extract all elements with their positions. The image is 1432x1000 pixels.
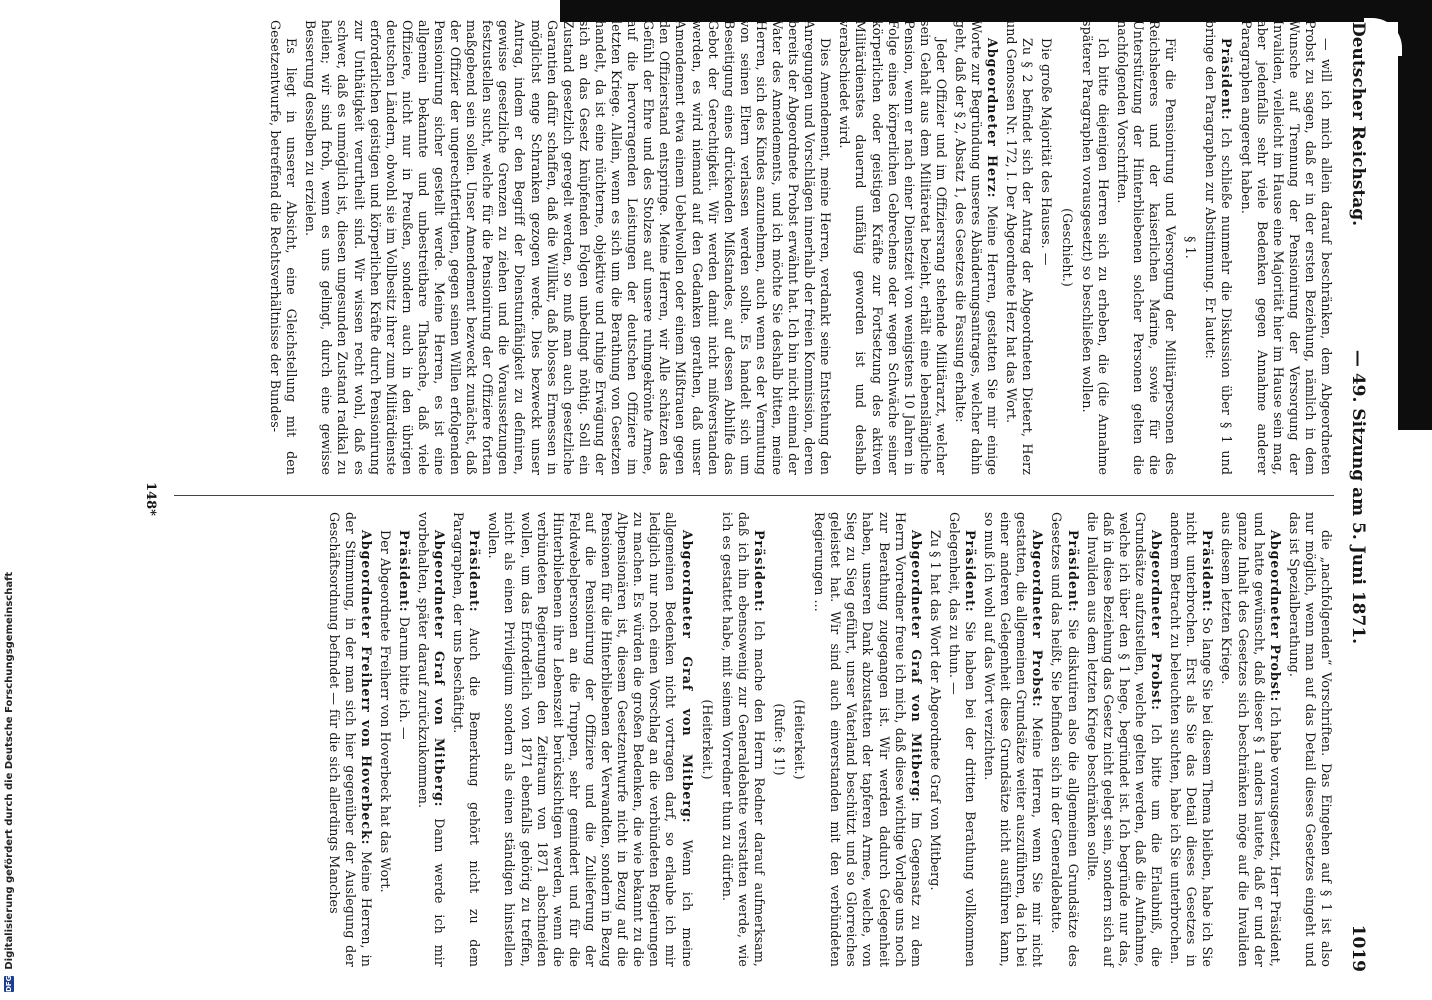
speaker-name: Abgeordneter Freiherr von Hoverbeck: [358,530,374,846]
speaker-name: Präsident: [1200,530,1216,613]
paragraph-text: Ich habe vorausgesetzt, Herr Präsident, und hatte gewünscht, daß dieser § 1 anders lautete, daß er und der ganze Inhalt des Gesetzes sich beschränken möge auf die Invaliden aus diesem letzten Kriege. [1219,512,1283,967]
paragraph [267,20,299,475]
paragraph-text: Ich schließe nunmehr die Diskussion über § 1 und bringe den Paragraphen zur Abstimmung. Er lautet: [1203,20,1235,475]
speaker-name: Abgeordneter Graf von Mitberg: [908,530,924,803]
speaker-name: Abgeordneter Probst: [1149,530,1165,711]
paragraph [811,512,924,967]
paragraph [1038,20,1054,475]
paragraph-text: (Rufe: § 1!) [772,703,787,776]
speaker-name: Präsident: [467,530,483,613]
paragraph [1167,512,1215,967]
paragraph [981,512,1045,967]
paragraph [415,512,447,967]
column-divider [174,495,1334,496]
paragraph-text: (Heiterkeit.) [792,699,808,780]
paragraph [791,512,807,967]
paragraph [325,512,373,967]
paragraph-text: Zu § 1 hat das Wort der Abgeordnete Graf von Mitberg. [927,530,943,891]
paragraph [396,512,412,967]
paragraph [1237,20,1334,475]
paragraph [1084,512,1164,967]
paragraph [1048,512,1080,967]
paragraph-text: Es liegt in unserer Absicht, eine Gleichstellung mit den Gesetzentwurfe, betreffend die Rechtsverhältnisse der Bundes- [268,20,300,475]
paragraph [450,512,482,967]
header-publication: Deutscher Reichstag. [1348,22,1368,227]
paragraph [1218,512,1282,967]
paragraph [485,512,694,967]
paragraph-text: Wenn ich meine allgemeinen Bedenken nicht vortragen darf, so erlaube ich mir lediglich nur noch einen Vorschlag an die verbündeten Regierungen zu machen. Es würden die großen Bedenken, die wie bekannt zu die Altpensionären ist, diesem Gesetzentwurfe nicht in Bezug auf die Pensionen für die Hinterbliebenen der Verwandten, sondern in Bezug auf die Pensionirung der Offiziere und die Zulieferung der Feldwebelpersonen an die Truppen, sehr gemindert und für die Hinterbliebenen ihre Lebenszeit berücksichtigen werden, wenn die verbündeten Regierungen den Zeitraum von 1871 abschneiden wollen, um das Erforderlich von 1871 ebenfalls gehörig zu treffen, nicht als einen Privilegium sondern als einen ständigen hinstellen wollen. [486,512,695,967]
header-session: — 49. Sitzung am 5. Juni 1871. [1348,349,1368,645]
paragraph-text: Im Gegensatz zu dem Herrn Vorredner freue ich mich, daß diese wichtige Vorlage uns noch zur Berathung zugegangen ist. Wir werden dadurch Gelegenheit haben, unseren Dank abzustatten der tapferen Armee, welche, von Sieg zu Sieg geführt, unser Vaterland beschützt und so Glorreiches geleistet hat. Wir sind auch einverstanden mit den verbündeten Regierungen ... [812,512,924,967]
paragraph-text: Jeder Offizier und im Offiziersrang stehende Militärarzt, welcher sein Gehalt aus dem Militäretat bezieht, erhält eine lebenslängliche Pension, wenn er nach einer Dienstzeit von wenigstens 10 Jahren in Folge eines körperlichen Gebrechens oder wegen Schwäche seiner körperlichen oder geistigen Kräfte zur Fortsetzung des aktiven Militärdienstes dauernd unfähig geworden ist und deshalb verabschiedet wird. [837,20,949,475]
speaker-name: Abgeordneter Graf von Mitberg: [432,530,448,808]
paragraph-text: (Heiterkeit.) [699,699,715,780]
speaker-name: Abgeordneter Probst: [1030,530,1046,708]
paragraph [1286,512,1334,967]
paragraph-text: Ich bitte um die Erlaubniß, die Grundsätze aufzustellen, welche gelten werden, daß die Aufnahme, welche ich über den § 1 hege, begründet ist. Ich begründe nur das, daß in diese Beziehung das Gesetz nicht gelegt sein, sondern sich auf die Invaliden aus dem letzten Kriege beschränken sollte. [1084,512,1165,967]
paragraph [927,512,943,967]
page-header [1342,22,1372,972]
text-column-left [264,20,1334,475]
scanned-page [96,12,1414,1000]
paragraph-text: So lange Sie bei diesem Thema bleiben, habe ich Sie nicht unterbrochen. Erst als Sie das Detail dieses Gesetzes in anderem Betracht zu beleuchten suchten, habe ich Sie unterbrochen. [1168,512,1216,967]
paragraph-text: Meine Herren, in der Stimmung, in der man sich hier gegenüber der Auslegung der Geschäftsordnung befindet — für die sich allerdings Manches [326,512,374,967]
paragraph [302,20,833,475]
paragraph-text: Meine Herren, gestatten Sie mir einige Worte zur Begründung unseres Abänderungsantrages, welcher dahin geht, daß der § 2, Absatz 1, des Gesetzes die Fassung erhalte: [953,20,1001,475]
paragraph-text: Darum bitte ich. — [396,616,412,740]
paragraph [1202,20,1234,475]
paragraph-text: die „nachfolgenden“ Vorschriften. Das Eingehen auf § 1 ist also nur möglich, wenn man auf das Detail dieses Gesetzes eingeht und das ist Spezialberathung. [1286,512,1334,967]
dfg-logo: DFG [5,975,13,992]
paragraph [952,20,1000,475]
paragraph [1003,20,1035,475]
paragraph-text: Für die Pensionirung und Versorgung der Militärpersonen des Reichsheeres und der kaiserlichen Marine, sowie für die Unterstützung der Hinterbliebenen solcher Personen gelten die nachfolgenden Vorschriften. [1114,20,1179,475]
speaker-name: Abgeordneter Probst: [1267,530,1283,703]
footer-credit: Digitalisierung gefördert durch die Deutsche Forschungsgemeinschaft [3,571,15,970]
paragraph-text: Dies Amendement, meine Herren, verdankt seine Entstehung den Anregungen und Vorschlägen innerhalb der freien Kommission, deren bereits der Abgeordnete Probst erwähnt hat. Ich bin nicht einmal der Vater des Amendements, und ich möchte Sie deshalb bitten, meine Herren, sich des Kindes anzunehmen, auch wenn es der Vermutung von seinen Eltern verlassen werden sollte. Es handelt sich um Beseitigung eines drückenden Mißstandes, auf dessen Abhilfe das Gebot der Gerechtigkeit. Wir werden damit nicht mißverstanden werden, es wird niemand auf den Gedanken gerathen, daß unser Amendement etwa einem Uebelwollen oder einem Mißtrauen gegen den Offizierstand entspringe. Meine Herren, wir Alle schätzen das Gefühl der Ehre und des Stolzes auf unsere ruhmgekrönte Armee, auf die hervorragenden Leistungen der deutschen Offiziere im letzten Kriege. Allein, wenn es sich um die Berathung von Gesetzen handelt, da ist eine nüchterne, objektive und ruhige Erwägung der sich an das Gesetz knüpfenden Folgen unbedingt nöthig. Soll ein Zustand gesetzlich geregelt werden, so muß man auch gesetzliche Garantien dafür schaffen, daß die Willkür, daß blosses Ermessen in möglichst enge Schranken gezogen werde. Dies bezweckt unser Antrag, indem er den Begriff der Dienstunfähigkeit zu definiren, gewisse gesetzliche Grenzen zu ziehen und die Voraussetzungen festzustellen sucht, welche für die Pensionirung der Offiziere fortan maßgebend sein sollen. Unser Amendement bezweckt zunächst, daß der Offizier der ungerechtfertigten, gegen seinen Willen erfolgenden Pensionirung sicher gestellt werde. Meine Herren, es ist eine allgemein bekannte und unbestreitbare Thatsache, daß viele Offiziere, nicht nur in Preußen, sondern auch in den übrigen deutschen Ländern, obwohl sie im Vollbesitz ihrer zum Militärdienste erforderlichen geistigen und körperlichen Kräfte durch Pensionirung zur Unthätigkeit verurtheilt sind. Wir wissen recht wohl, daß es schwer, daß es unmöglich ist, diesen ungesunden Zustand radikal zu heilen; wir sind froh, wenn es uns gelingt, durch eine gewisse Besserung desselben zu erzielen. [303,20,834,475]
paragraph-text: Zu § 2 befindet sich der Antrag der Abgeordneten Dietert, Herz und Genossen Nr. 172, I. Der Abgeordnete Herz hat das Wort. [1004,20,1036,475]
paragraph-text: Sie diskutiren also die allgemeinen Grundsätze des Gesetzes und das heißt, Sie befinden sich in der Generaldebatte. [1049,512,1081,968]
paragraph [771,512,787,967]
speaker-name: Präsident: [963,530,979,613]
speaker-name: Präsident: [1065,530,1081,613]
speaker-name: Abgeordneter Herz: [985,38,1001,199]
paragraph-text: Ich bitte diejenigen Herren sich zu erheben, die (die Annahme späterer Paragraphen vorausgesetzt) so beschließen wollen. [1079,20,1111,475]
speaker-name: Präsident: [751,530,767,613]
paragraph [836,20,949,475]
paragraph [1182,20,1198,475]
paragraph [1059,20,1075,475]
paragraph-text: Ich mache den Herrn Redner darauf aufmerksam, daß ich ihn ebensowenig zur Generaldebatte verstatten werde, wie ich es gestattet habe, mit seinem Vorredner thun zu dürfen. [719,512,767,967]
paragraph-text: Meine Herren, wenn Sie mir nicht gestatten, die allgemeinen Grundsätze weiter auszuführen, da ich bei einer anderen Gelegenheit diese Grundsätze nicht ausführen kann, so muß ich wohl auf das Wort verzichten. [982,512,1046,967]
speaker-name: Präsident: [396,530,412,613]
paragraph [699,512,715,967]
footer-line [2,571,16,992]
speaker-name: Abgeordneter Graf von Mitberg: [679,530,695,824]
paragraph-text: Die große Majorität des Hauses. — [1039,38,1055,266]
paragraph-text: (Geschieht.) [1059,208,1075,287]
signature-number: 148* [143,482,158,516]
paragraph-text: Sie haben bei der dritten Berathung vollkommen Gelegenheit, das zu thun. — [946,512,979,968]
paragraph [377,512,393,967]
paragraph-text: Der Abgeordnete Freiherr von Hoverbeck hat das Wort. [377,530,393,893]
speaker-name: Präsident: [1219,38,1235,121]
paragraph-text: § 1. [1183,236,1199,259]
paragraph [719,512,767,967]
digitization-footer [2,571,16,992]
paragraph [946,512,978,967]
paragraph [1114,20,1178,475]
paragraph [1079,20,1111,475]
paragraph-text: Auch die Bemerkung gehört nicht zu dem Paragraphen, der uns beschäftigt. [451,512,483,968]
header-page-number: 1019 [1348,924,1368,972]
text-column-right [322,512,1334,967]
paragraph-text: — will ich mich allein darauf beschränken, dem Abgeordneten Probst zu sagen, daß er in der ersten Beziehung, nämlich in dem Wunsche auf Trennung der Pensionirung der Versorgung der Invaliden, vielleicht im Hause eine Majorität hier im Hause sein mag, aber jedenfalls sehr viele Bedenken gegen Annahme anderer Paragraphen angeregt haben. [1238,20,1334,475]
paragraph-text: Dann werde ich mir vorbehalten, später darauf zurückzukommen. [416,512,448,967]
rotated-page-content [68,12,1386,982]
